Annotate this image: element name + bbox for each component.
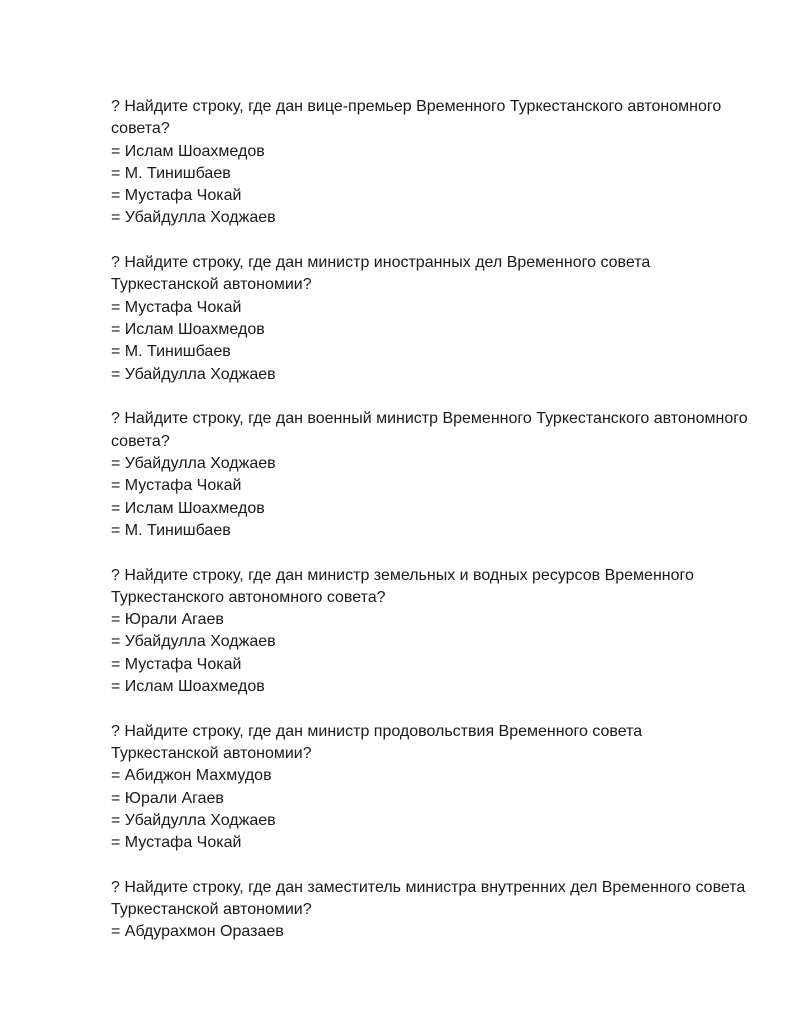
question-block — [111, 721, 751, 855]
answer-option: = Мустафа Чокай — [111, 298, 242, 316]
question-block — [111, 877, 751, 944]
question-text: ? Найдите строку, где дан министр иностранных дел Временного совета Туркестанской автономии? — [111, 254, 651, 294]
question-text: ? Найдите строку, где дан министр земельных и водных ресурсов Временного Туркестанского автономного совета? — [111, 566, 694, 606]
answer-option: = Убайдулла Ходжаев — [111, 454, 276, 472]
question-block — [111, 252, 751, 386]
answer-option: = Ислам Шоахмедов — [111, 321, 265, 339]
question-block — [111, 565, 751, 699]
question-block — [111, 408, 751, 542]
answer-option: = Юрали Агаев — [111, 789, 224, 807]
answer-option: = Ислам Шоахмедов — [111, 678, 265, 695]
answer-option: = Мустафа Чокай — [111, 477, 242, 495]
question-text: ? Найдите строку, где дан вице-премьер Временного Туркестанского автономного совета? — [111, 98, 722, 138]
document-body — [111, 96, 751, 944]
answer-option: = Абдурахмон Оразаев — [111, 923, 284, 941]
answer-option: = Мустафа Чокай — [111, 187, 242, 205]
answer-option: = Убайдулла Ходжаев — [111, 209, 276, 227]
answer-option: = М. Тинишбаев — [111, 164, 231, 182]
answer-option: = Абиджон Махмудов — [111, 767, 272, 785]
answer-option: = Ислам Шоахмедов — [111, 142, 265, 160]
answer-option: = Мустафа Чокай — [111, 834, 242, 852]
question-text: ? Найдите строку, где дан министр продовольствия Временного совета Туркестанской автономии? — [111, 722, 643, 762]
answer-option: = М. Тинишбаев — [111, 343, 231, 361]
answer-option: = Убайдулла Ходжаев — [111, 365, 276, 383]
answer-option: = Убайдулла Ходжаев — [111, 811, 276, 829]
answer-option: = М. Тинишбаев — [111, 521, 231, 539]
question-block — [111, 96, 751, 230]
answer-option: = Убайдулла Ходжаев — [111, 633, 276, 651]
question-text: ? Найдите строку, где дан военный министр Временного Туркестанского автономного совета? — [111, 410, 748, 450]
answer-option: = Ислам Шоахмедов — [111, 499, 265, 517]
question-text: ? Найдите строку, где дан заместитель министра внутренних дел Временного совета Туркестанской автономии? — [111, 878, 746, 919]
answer-option: = Юрали Агаев — [111, 611, 224, 629]
answer-option: = Мустафа Чокай — [111, 655, 242, 673]
